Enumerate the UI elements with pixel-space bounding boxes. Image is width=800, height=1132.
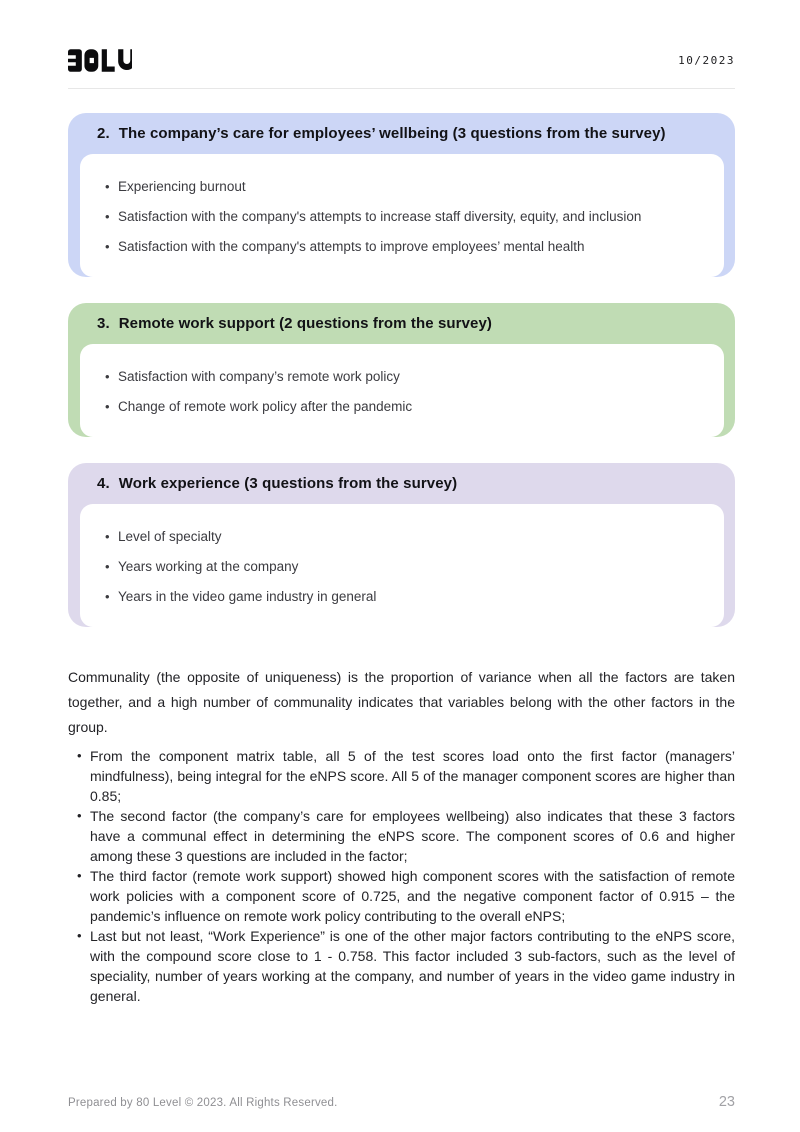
page-footer: [68, 1094, 735, 1110]
footer-copyright: Prepared by 80 Level © 2023. All Rights Reserved.: [68, 1097, 338, 1109]
list-item: • Years working at the company: [105, 558, 706, 575]
analysis-bullet-item: • The third factor (remote work support) showed high component scores with the satisfaction of remote work policies with a component score of 0.725, and the negative component factor of 0.915 – the pandemic’s influence on remote work policy contributing to the overall eNPS;: [68, 866, 735, 926]
header-date: 10/2023: [678, 53, 735, 67]
card-title-text: The company’s care for employees’ wellbeing (3 questions from the survey): [118, 125, 666, 142]
factor-card-remote-work: [68, 303, 735, 437]
card-body: [80, 344, 724, 437]
card-title: [68, 463, 735, 504]
analysis-bullet-item: • The second factor (the company’s care for employees wellbeing) also indicates that these 3 factors have a communal effect in determining the eNPS score. The component scores of 0.6 and higher among these 3 questions are included in the factor;: [68, 806, 735, 866]
list-item: • Experiencing burnout: [105, 178, 706, 195]
analysis-bullet-item: • From the component matrix table, all 5 of the test scores load onto the first factor (managers’ mindfulness), being integral for the eNPS score. All 5 of the manager component scores are higher than 0.85;: [68, 746, 735, 806]
card-title: [68, 303, 735, 344]
page-header: [68, 48, 735, 72]
card-title: [68, 113, 735, 154]
body-paragraph: Communality (the opposite of uniqueness) is the proportion of variance when all the factors are taken together, and a high number of communality indicates that variables belong with the other factors in the group.: [68, 669, 735, 735]
card-number: 3.: [97, 315, 110, 332]
page-number: 23: [718, 1094, 735, 1110]
card-title-text: Work experience (3 questions from the survey): [118, 475, 458, 492]
analysis-bullet-list: [68, 746, 735, 1006]
factor-cards: [68, 113, 735, 627]
card-title-text: Remote work support (2 questions from the survey): [118, 315, 493, 332]
analysis-bullet-item: • Last but not least, “Work Experience” is one of the other major factors contributing to the eNPS score, with the compound score close to 1 - 0.758. This factor included 3 sub-factors, such as the level of speciality, number of years working at the company, and number of years in the video game industry in general.: [68, 926, 735, 1006]
card-number: 2.: [97, 125, 110, 142]
list-item: • Satisfaction with the company's attempts to increase staff diversity, equity, and inclusion: [105, 208, 706, 225]
list-item: • Satisfaction with company’s remote work policy: [105, 368, 706, 385]
factor-card-wellbeing: [68, 113, 735, 277]
card-body: [80, 504, 724, 627]
card-body: [80, 154, 724, 277]
logo-80lv-icon: [68, 49, 132, 72]
list-item: • Years in the video game industry in general: [105, 588, 706, 605]
card-number: 4.: [97, 475, 110, 492]
factor-card-work-experience: [68, 463, 735, 627]
list-item: • Level of specialty: [105, 528, 706, 545]
list-item: • Change of remote work policy after the pandemic: [105, 398, 706, 415]
header-divider: [68, 88, 735, 89]
list-item: • Satisfaction with the company's attempts to improve employees’ mental health: [105, 238, 706, 255]
